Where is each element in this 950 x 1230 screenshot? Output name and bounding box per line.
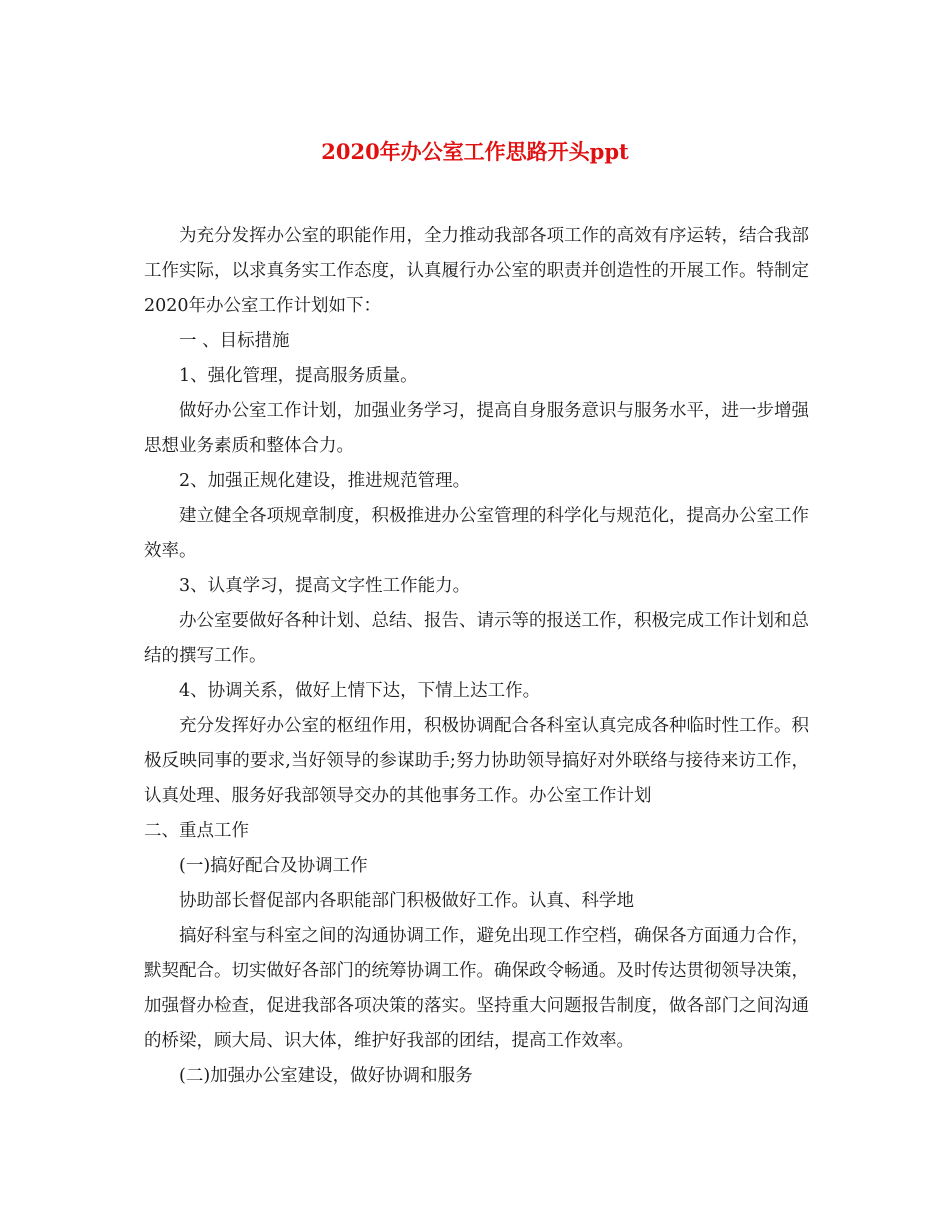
coordination-text-2: 搞好科室与科室之间的沟通协调工作，避免出现工作空档，确保各方面通力合作，默契配合。切实做好各部门的统筹协调工作。确保政令畅通。及时传达贯彻领导决策，加强督办检查，促进我部各项决策的落实。坚持重大问题报告制度，做各部门之间沟通的桥梁，顾大局、识大体，维护好我部的团结，提高工作效率。 [144, 926, 809, 1051]
document-body [144, 219, 809, 1094]
item-3-heading: 3、认真学习，提高文字性工作能力。 [179, 576, 471, 596]
item-2-heading: 2、加强正规化建设，推进规范管理。 [179, 471, 471, 491]
heading-goals-measures: 一 、目标措施 [179, 331, 290, 351]
item-4-text: 充分发挥好办公室的枢纽作用，积极协调配合各科室认真完成各种临时性工作。积极反映同事的要求,当好领导的参谋助手;努力协助领导搞好对外联络与接待来访工作，认真处理、服务好我部领导交办的其他事务工作。办公室工作计划 [144, 716, 809, 806]
heading-key-work: 二、重点工作 [144, 821, 249, 841]
item-1-text: 做好办公室工作计划，加强业务学习，提高自身服务意识与服务水平，进一步增强思想业务素质和整体合力。 [144, 401, 809, 456]
item-1-heading: 1、强化管理，提高服务质量。 [179, 366, 418, 386]
item-3-text: 办公室要做好各种计划、总结、报告、请示等的报送工作，积极完成工作计划和总结的撰写工作。 [144, 611, 809, 666]
subheading-office-building: (二)加强办公室建设，做好协调和服务 [179, 1066, 473, 1086]
item-4-heading: 4、协调关系，做好上情下达，下情上达工作。 [179, 681, 541, 701]
item-2-text: 建立健全各项规章制度，积极推进办公室管理的科学化与规范化，提高办公室工作效率。 [144, 506, 809, 561]
subheading-coordination: (一)搞好配合及协调工作 [179, 856, 368, 876]
document-title: 2020年办公室工作思路开头ppt [321, 139, 629, 164]
coordination-text-1: 协助部长督促部内各职能部门积极做好工作。认真、科学地 [179, 891, 634, 911]
paragraph-intro: 为充分发挥办公室的职能作用，全力推动我部各项工作的高效有序运转，结合我部工作实际，以求真务实工作态度，认真履行办公室的职责并创造性的开展工作。特制定2020年办公室工作计划如下： [144, 226, 809, 316]
